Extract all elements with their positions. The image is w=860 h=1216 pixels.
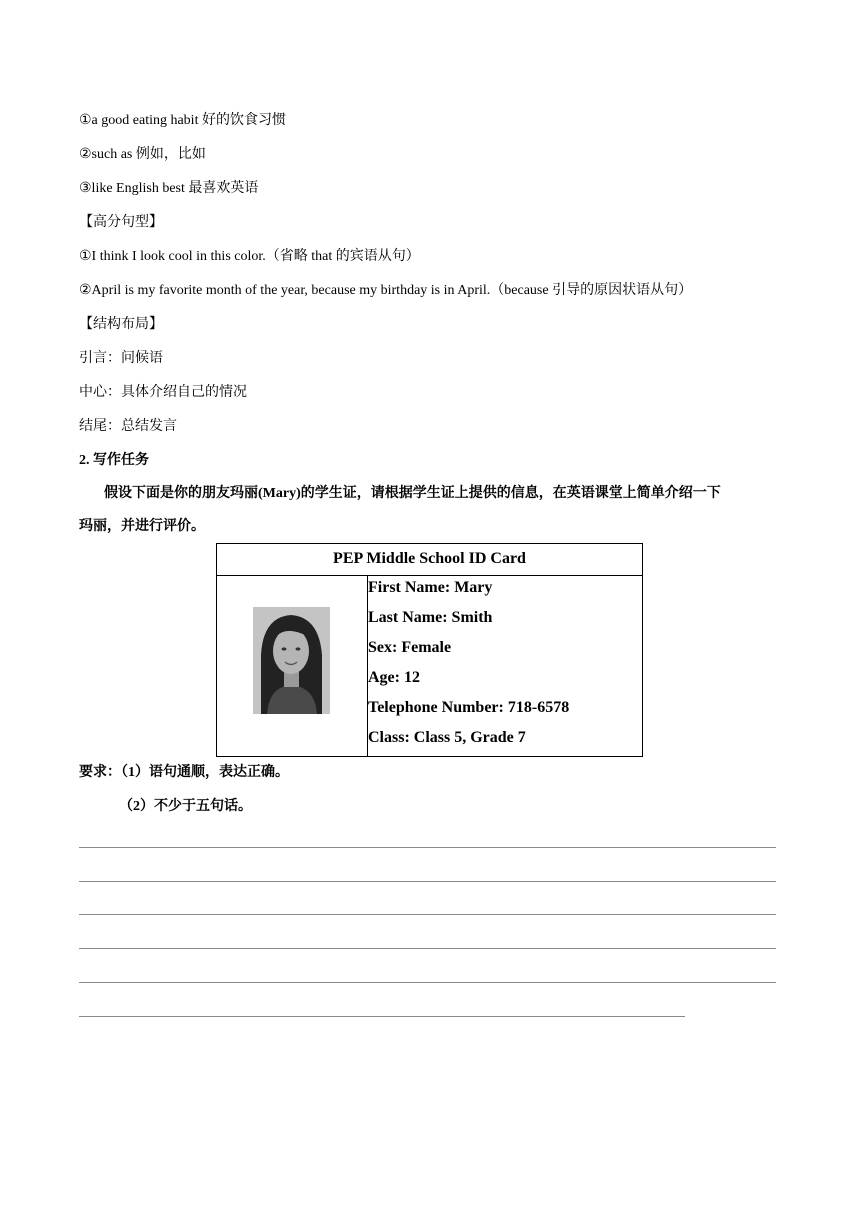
- field-telephone: Telephone Number: 718-6578: [368, 699, 570, 716]
- student-photo: [253, 607, 330, 714]
- requirement-2: （2）不少于五句话。: [119, 799, 252, 814]
- answer-line[interactable]: [79, 881, 776, 882]
- task-text-line-1: 假设下面是你的朋友玛丽(Mary)的学生证，请根据学生证上提供的信息，在英语课堂上简单介绍一下: [104, 486, 721, 501]
- info-cell: [368, 576, 643, 757]
- answer-line[interactable]: [79, 982, 776, 983]
- field-age: Age: 12: [368, 669, 420, 686]
- requirement-1: 要求：（1）语句通顺，表达正确。: [79, 765, 289, 780]
- field-class: Class: Class 5, Grade 7: [368, 729, 526, 746]
- field-last-name: Last Name: Smith: [368, 609, 493, 626]
- field-sex: Sex: Female: [368, 639, 452, 656]
- phrase-1: ①a good eating habit 好的饮食习惯: [79, 113, 286, 128]
- sentence-2: ②April is my favorite month of the year, because my birthday is in April.（because 引导的原因状语从句）: [79, 283, 693, 298]
- id-card-table: [216, 543, 643, 757]
- sentence-heading: 【高分句型】: [79, 215, 163, 230]
- structure-ending: 结尾：总结发言: [79, 419, 177, 434]
- phrase-3: ③like English best 最喜欢英语: [79, 181, 259, 196]
- answer-line[interactable]: [79, 948, 776, 949]
- photo-cell: [217, 576, 368, 757]
- task-heading: 2. 写作任务: [79, 453, 149, 468]
- phrase-2: ②such as 例如，比如: [79, 147, 206, 162]
- answer-line[interactable]: [79, 914, 776, 915]
- answer-line[interactable]: [79, 1016, 685, 1017]
- sentence-1: ①I think I look cool in this color.（省略 that 的宾语从句）: [79, 249, 420, 264]
- structure-body: 中心：具体介绍自己的情况: [79, 385, 247, 400]
- structure-intro: 引言：问候语: [79, 351, 163, 366]
- field-first-name: First Name: Mary: [368, 579, 493, 596]
- id-card-title: PEP Middle School ID Card: [217, 544, 643, 576]
- task-text-line-2: 玛丽，并进行评价。: [79, 519, 205, 534]
- answer-line[interactable]: [79, 847, 776, 848]
- structure-heading: 【结构布局】: [79, 317, 163, 332]
